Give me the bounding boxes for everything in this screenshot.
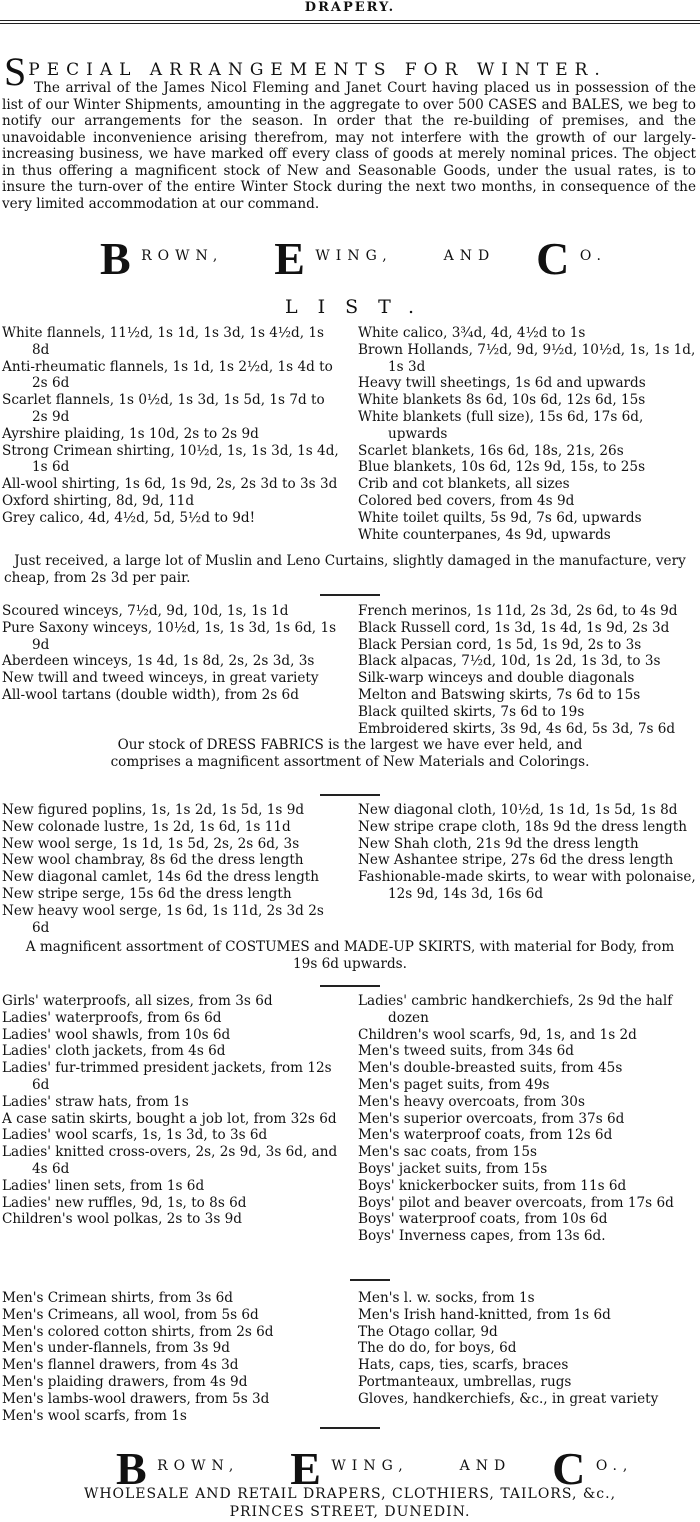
price-list-item: The do do, for boys, 6d bbox=[358, 1340, 517, 1357]
price-list-item: Men's plaiding drawers, from 4s 9d bbox=[2, 1373, 248, 1390]
price-list-item: Black Persian cord, 1s 5d, 1s 9d, 2s to 3s bbox=[358, 636, 642, 653]
price-list-item: Boys' Inverness capes, from 13s 6d. bbox=[358, 1228, 606, 1245]
section1-note: Just received, a large lot of Muslin and Leno Curtains, slightly damaged in the manufacture, very cheap, from 2s 3d per pair. bbox=[4, 553, 686, 586]
price-list-item: Children's wool scarfs, 9d, 1s, and 1s 2d bbox=[358, 1026, 637, 1043]
price-list-item: New twill and tweed winceys, in great variety bbox=[2, 670, 319, 687]
price-list-item: Ladies' cambric handkerchiefs, 2s 9d the half dozen bbox=[358, 993, 673, 1026]
price-list-item: Silk-warp winceys and double diagonals bbox=[358, 670, 635, 687]
firm-word-wing: WING, bbox=[315, 248, 393, 264]
firm-bottom-word-rown: ROWN, bbox=[157, 1458, 240, 1474]
section3-left bbox=[2, 802, 344, 936]
price-list-item: Oxford shirting, 8d, 9d, 11d bbox=[2, 492, 195, 509]
header-rule-2 bbox=[0, 23, 700, 24]
firm-bottom-initial-e: E bbox=[290, 1443, 321, 1494]
price-list-item: Men's under-flannels, from 3s 9d bbox=[2, 1340, 231, 1357]
price-list-item: Boys' knickerbocker suits, from 11s 6d bbox=[358, 1177, 627, 1194]
section3-right bbox=[358, 802, 696, 903]
price-list-item: Ladies' new ruffles, 9d, 1s, to 8s 6d bbox=[2, 1194, 247, 1211]
price-list-item: Ladies' wool scarfs, 1s, 1s 3d, to 3s 6d bbox=[2, 1127, 268, 1144]
price-list-item: White calico, 3¾d, 4d, 4½d to 1s bbox=[358, 325, 586, 341]
price-list-item: New wool serge, 1s 1d, 1s 5d, 2s, 2s 6d, 3s bbox=[2, 835, 300, 852]
price-list-item: Ladies' waterproofs, from 6s 6d bbox=[2, 1009, 222, 1026]
price-list-item: New diagonal cloth, 10½d, 1s 1d, 1s 5d, 1s 8d bbox=[358, 802, 678, 818]
price-list-item: Boys' pilot and beaver overcoats, from 17s 6d bbox=[358, 1194, 674, 1211]
price-list-item: Girls' waterproofs, all sizes, from 3s 6d bbox=[2, 993, 273, 1009]
price-list-item: A case satin skirts, bought a job lot, from 32s 6d bbox=[2, 1110, 337, 1127]
price-list-item: Brown Hollands, 7½d, 9d, 9½d, 10½d, 1s, 1s 1d, 1s 3d bbox=[358, 341, 696, 375]
price-list-item: Men's colored cotton shirts, from 2s 6d bbox=[2, 1323, 274, 1340]
price-list-item: Portmanteaux, umbrellas, rugs bbox=[358, 1373, 572, 1390]
section4-right bbox=[358, 993, 696, 1245]
price-list-item: Boys' jacket suits, from 15s bbox=[358, 1160, 548, 1177]
price-list-item: White blankets (full size), 15s 6d, 17s 6d, upwards bbox=[358, 408, 644, 442]
header-rule bbox=[0, 20, 700, 21]
price-list-item: Scarlet blankets, 16s 6d, 18s, 21s, 26s bbox=[358, 442, 624, 459]
price-list-item: White flannels, 11½d, 1s 1d, 1s 3d, 1s 4½d, 1s 8d bbox=[2, 325, 325, 358]
price-list-item: Hats, caps, ties, scarfs, braces bbox=[358, 1357, 569, 1374]
firm-bottom-word-and: AND bbox=[459, 1458, 512, 1474]
price-list-item: Men's sac coats, from 15s bbox=[358, 1144, 537, 1161]
price-list-item: Ladies' knitted cross-overs, 2s, 2s 9d, 3s 6d, and 4s 6d bbox=[2, 1144, 338, 1177]
list-title: LIST. bbox=[285, 296, 435, 318]
price-list-item: Ladies' cloth jackets, from 4s 6d bbox=[2, 1043, 226, 1060]
price-list-item: Anti-rheumatic flannels, 1s 1d, 1s 2½d, 1s 4d to 2s 6d bbox=[2, 358, 333, 392]
section2-note: Our stock of DRESS FABRICS is the largest we have ever held, and comprises a magnificent assortment of New Materials and Colorings. bbox=[110, 737, 590, 770]
price-list-item: Men's superior overcoats, from 37s 6d bbox=[358, 1110, 625, 1127]
section3-note: A magnificent assortment of COSTUMES and MADE-UP SKIRTS, with material for Body, from 19s 6d upwards. bbox=[25, 939, 675, 972]
firm-bottom-word-wing: WING, bbox=[331, 1458, 409, 1474]
price-list-item: New diagonal camlet, 14s 6d the dress length bbox=[2, 869, 320, 886]
price-list-item: Men's Irish hand-knitted, from 1s 6d bbox=[358, 1306, 611, 1323]
section5-right bbox=[358, 1290, 696, 1408]
price-list-item: Men's waterproof coats, from 12s 6d bbox=[358, 1127, 613, 1144]
price-list-item: Melton and Batswing skirts, 7s 6d to 15s bbox=[358, 686, 641, 703]
firm-initial-e: E bbox=[274, 233, 305, 284]
price-list-item: Embroidered skirts, 3s 9d, 4s 6d, 5s 3d, 7s 6d bbox=[358, 720, 676, 737]
price-list-item: Scarlet flannels, 1s 0½d, 1s 3d, 1s 5d, 1s 7d to 2s 9d bbox=[2, 392, 325, 425]
price-list-item: Men's Crimean shirts, from 3s 6d bbox=[2, 1290, 233, 1306]
price-list-item: Fashionable-made skirts, to wear with polonaise, 12s 9d, 14s 3d, 16s 6d bbox=[358, 869, 696, 902]
price-list-item: Crib and cot blankets, all sizes bbox=[358, 476, 570, 493]
price-list-item: Children's wool polkas, 2s to 3s 9d bbox=[2, 1211, 242, 1228]
headline-initial: S bbox=[4, 49, 27, 94]
firm-word-o: O. bbox=[579, 248, 607, 264]
price-list-item: Men's double-breasted suits, from 45s bbox=[358, 1060, 623, 1077]
firm-word-and: AND bbox=[443, 248, 496, 264]
price-list-item: New colonade lustre, 1s 2d, 1s 6d, 1s 11d bbox=[2, 818, 291, 835]
section2-right bbox=[358, 603, 696, 737]
section5-left bbox=[2, 1290, 344, 1424]
price-list-item: All-wool tartans (double width), from 2s 6d bbox=[2, 686, 299, 703]
firm-bottom-initial-c: C bbox=[552, 1443, 586, 1494]
section1-left bbox=[2, 325, 344, 527]
price-list-item: Strong Crimean shirting, 10½d, 1s, 1s 3d, 1s 4d, 1s 6d bbox=[2, 442, 339, 476]
price-list-item: All-wool shirting, 1s 6d, 1s 9d, 2s, 2s 3d to 3s 3d bbox=[2, 476, 338, 493]
price-list-item: Black Russell cord, 1s 3d, 1s 4d, 1s 9d, 2s 3d bbox=[358, 619, 670, 636]
divider-2 bbox=[320, 794, 380, 796]
firm-word-rown: ROWN, bbox=[141, 248, 224, 264]
price-list-item: Men's wool scarfs, from 1s bbox=[2, 1407, 187, 1424]
price-list-item: Pure Saxony winceys, 10½d, 1s, 1s 3d, 1s 6d, 1s 9d bbox=[2, 619, 337, 653]
section4-left bbox=[2, 993, 344, 1228]
price-list-item: White counterpanes, 4s 9d, upwards bbox=[358, 526, 611, 543]
price-list-item: Men's lambs-wool drawers, from 5s 3d bbox=[2, 1390, 270, 1407]
firm-description: WHOLESALE AND RETAIL DRAPERS, CLOTHIERS, TAILORS, &c., bbox=[83, 1486, 617, 1502]
divider-1 bbox=[320, 594, 380, 596]
divider-3 bbox=[320, 985, 380, 987]
price-list-item: Aberdeen winceys, 1s 4d, 1s 8d, 2s, 2s 3d, 3s bbox=[2, 653, 315, 670]
intro-text: The arrival of the James Nicol Fleming and Janet Court having placed us in possession of the list of our Winter Shipments, amounting in the aggregate to over 500 CASES and BALES, we beg to notify our arrangements for the season. In order that the re-building of premises, and the unavoidable inconvenience arising therefrom, may not interfere with the growth of our largely-increasing business, we have marked off every class of goods at merely nominal prices. The object in thus offering a magnificent stock of New and Seasonable Goods, under the usual rates, is to insure the turn-over of the entire Winter Stock during the next two months, in consequence of the very limited accommodation at our command. bbox=[2, 80, 696, 212]
price-list-item: Colored bed covers, from 4s 9d bbox=[358, 492, 575, 509]
price-list-item: New heavy wool serge, 1s 6d, 1s 11d, 2s 3d 2s 6d bbox=[2, 902, 324, 936]
price-list-item: New wool chambray, 8s 6d the dress length bbox=[2, 852, 304, 869]
section2-left bbox=[2, 603, 344, 704]
price-list-item: New stripe serge, 15s 6d the dress length bbox=[2, 885, 292, 902]
price-list-item: New Ashantee stripe, 27s 6d the dress length bbox=[358, 852, 674, 869]
price-list-item: Ayrshire plaiding, 1s 10d, 2s to 2s 9d bbox=[2, 425, 259, 442]
price-list-item: French merinos, 1s 11d, 2s 3d, 2s 6d, to 4s 9d bbox=[358, 603, 678, 619]
section1-right bbox=[358, 325, 696, 543]
price-list-item: Men's l. w. socks, from 1s bbox=[358, 1290, 535, 1306]
price-list-item: The Otago collar, 9d bbox=[358, 1323, 498, 1340]
firm-name-top bbox=[100, 218, 607, 284]
firm-initial-b: B bbox=[100, 233, 131, 284]
price-list-item: Men's heavy overcoats, from 30s bbox=[358, 1093, 585, 1110]
price-list-item: New stripe crape cloth, 18s 9d the dress length bbox=[358, 818, 687, 835]
price-list-item: Men's tweed suits, from 34s 6d bbox=[358, 1043, 574, 1060]
intro-paragraph bbox=[2, 80, 696, 212]
firm-bottom-word-o: O., bbox=[595, 1458, 634, 1474]
price-list-item: Ladies' linen sets, from 1s 6d bbox=[2, 1177, 205, 1194]
section-header: DRAPERY. bbox=[304, 0, 396, 15]
price-list-item: Men's Crimeans, all wool, from 5s 6d bbox=[2, 1306, 259, 1323]
firm-bottom-initial-b: B bbox=[116, 1443, 147, 1494]
price-list-item: Ladies' fur-trimmed president jackets, from 12s 6d bbox=[2, 1060, 332, 1093]
price-list-item: White blankets 8s 6d, 10s 6d, 12s 6d, 15s bbox=[358, 392, 646, 409]
price-list-item: New Shah cloth, 21s 9d the dress length bbox=[358, 835, 639, 852]
price-list-item: Black quilted skirts, 7s 6d to 19s bbox=[358, 703, 585, 720]
headline bbox=[4, 38, 696, 94]
price-list-item: Boys' waterproof coats, from 10s 6d bbox=[358, 1211, 608, 1228]
price-list-item: Blue blankets, 10s 6d, 12s 9d, 15s, to 25s bbox=[358, 459, 646, 476]
headline-text: PECIAL ARRANGEMENTS FOR WINTER. bbox=[28, 60, 607, 80]
divider-4 bbox=[350, 1279, 390, 1281]
price-list-item: Scoured winceys, 7½d, 9d, 10d, 1s, 1s 1d bbox=[2, 603, 289, 619]
firm-name-bottom bbox=[116, 1428, 634, 1494]
price-list-item: Heavy twill sheetings, 1s 6d and upwards bbox=[358, 375, 646, 392]
firm-initial-c: C bbox=[536, 233, 570, 284]
price-list-item: Men's flannel drawers, from 4s 3d bbox=[2, 1357, 239, 1374]
price-list-item: Men's paget suits, from 49s bbox=[358, 1076, 550, 1093]
price-list-item: Grey calico, 4d, 4½d, 5d, 5½d to 9d! bbox=[2, 509, 256, 526]
price-list-item: White toilet quilts, 5s 9d, 7s 6d, upwards bbox=[358, 509, 642, 526]
firm-address: PRINCES STREET, DUNEDIN. bbox=[229, 1504, 471, 1520]
price-list-item: Black alpacas, 7½d, 10d, 1s 2d, 1s 3d, to 3s bbox=[358, 653, 661, 670]
price-list-item: New figured poplins, 1s, 1s 2d, 1s 5d, 1s 9d bbox=[2, 802, 305, 818]
price-list-item: Ladies' wool shawls, from 10s 6d bbox=[2, 1026, 231, 1043]
price-list-item: Ladies' straw hats, from 1s bbox=[2, 1093, 189, 1110]
price-list-item: Gloves, handkerchiefs, &c., in great variety bbox=[358, 1390, 659, 1407]
